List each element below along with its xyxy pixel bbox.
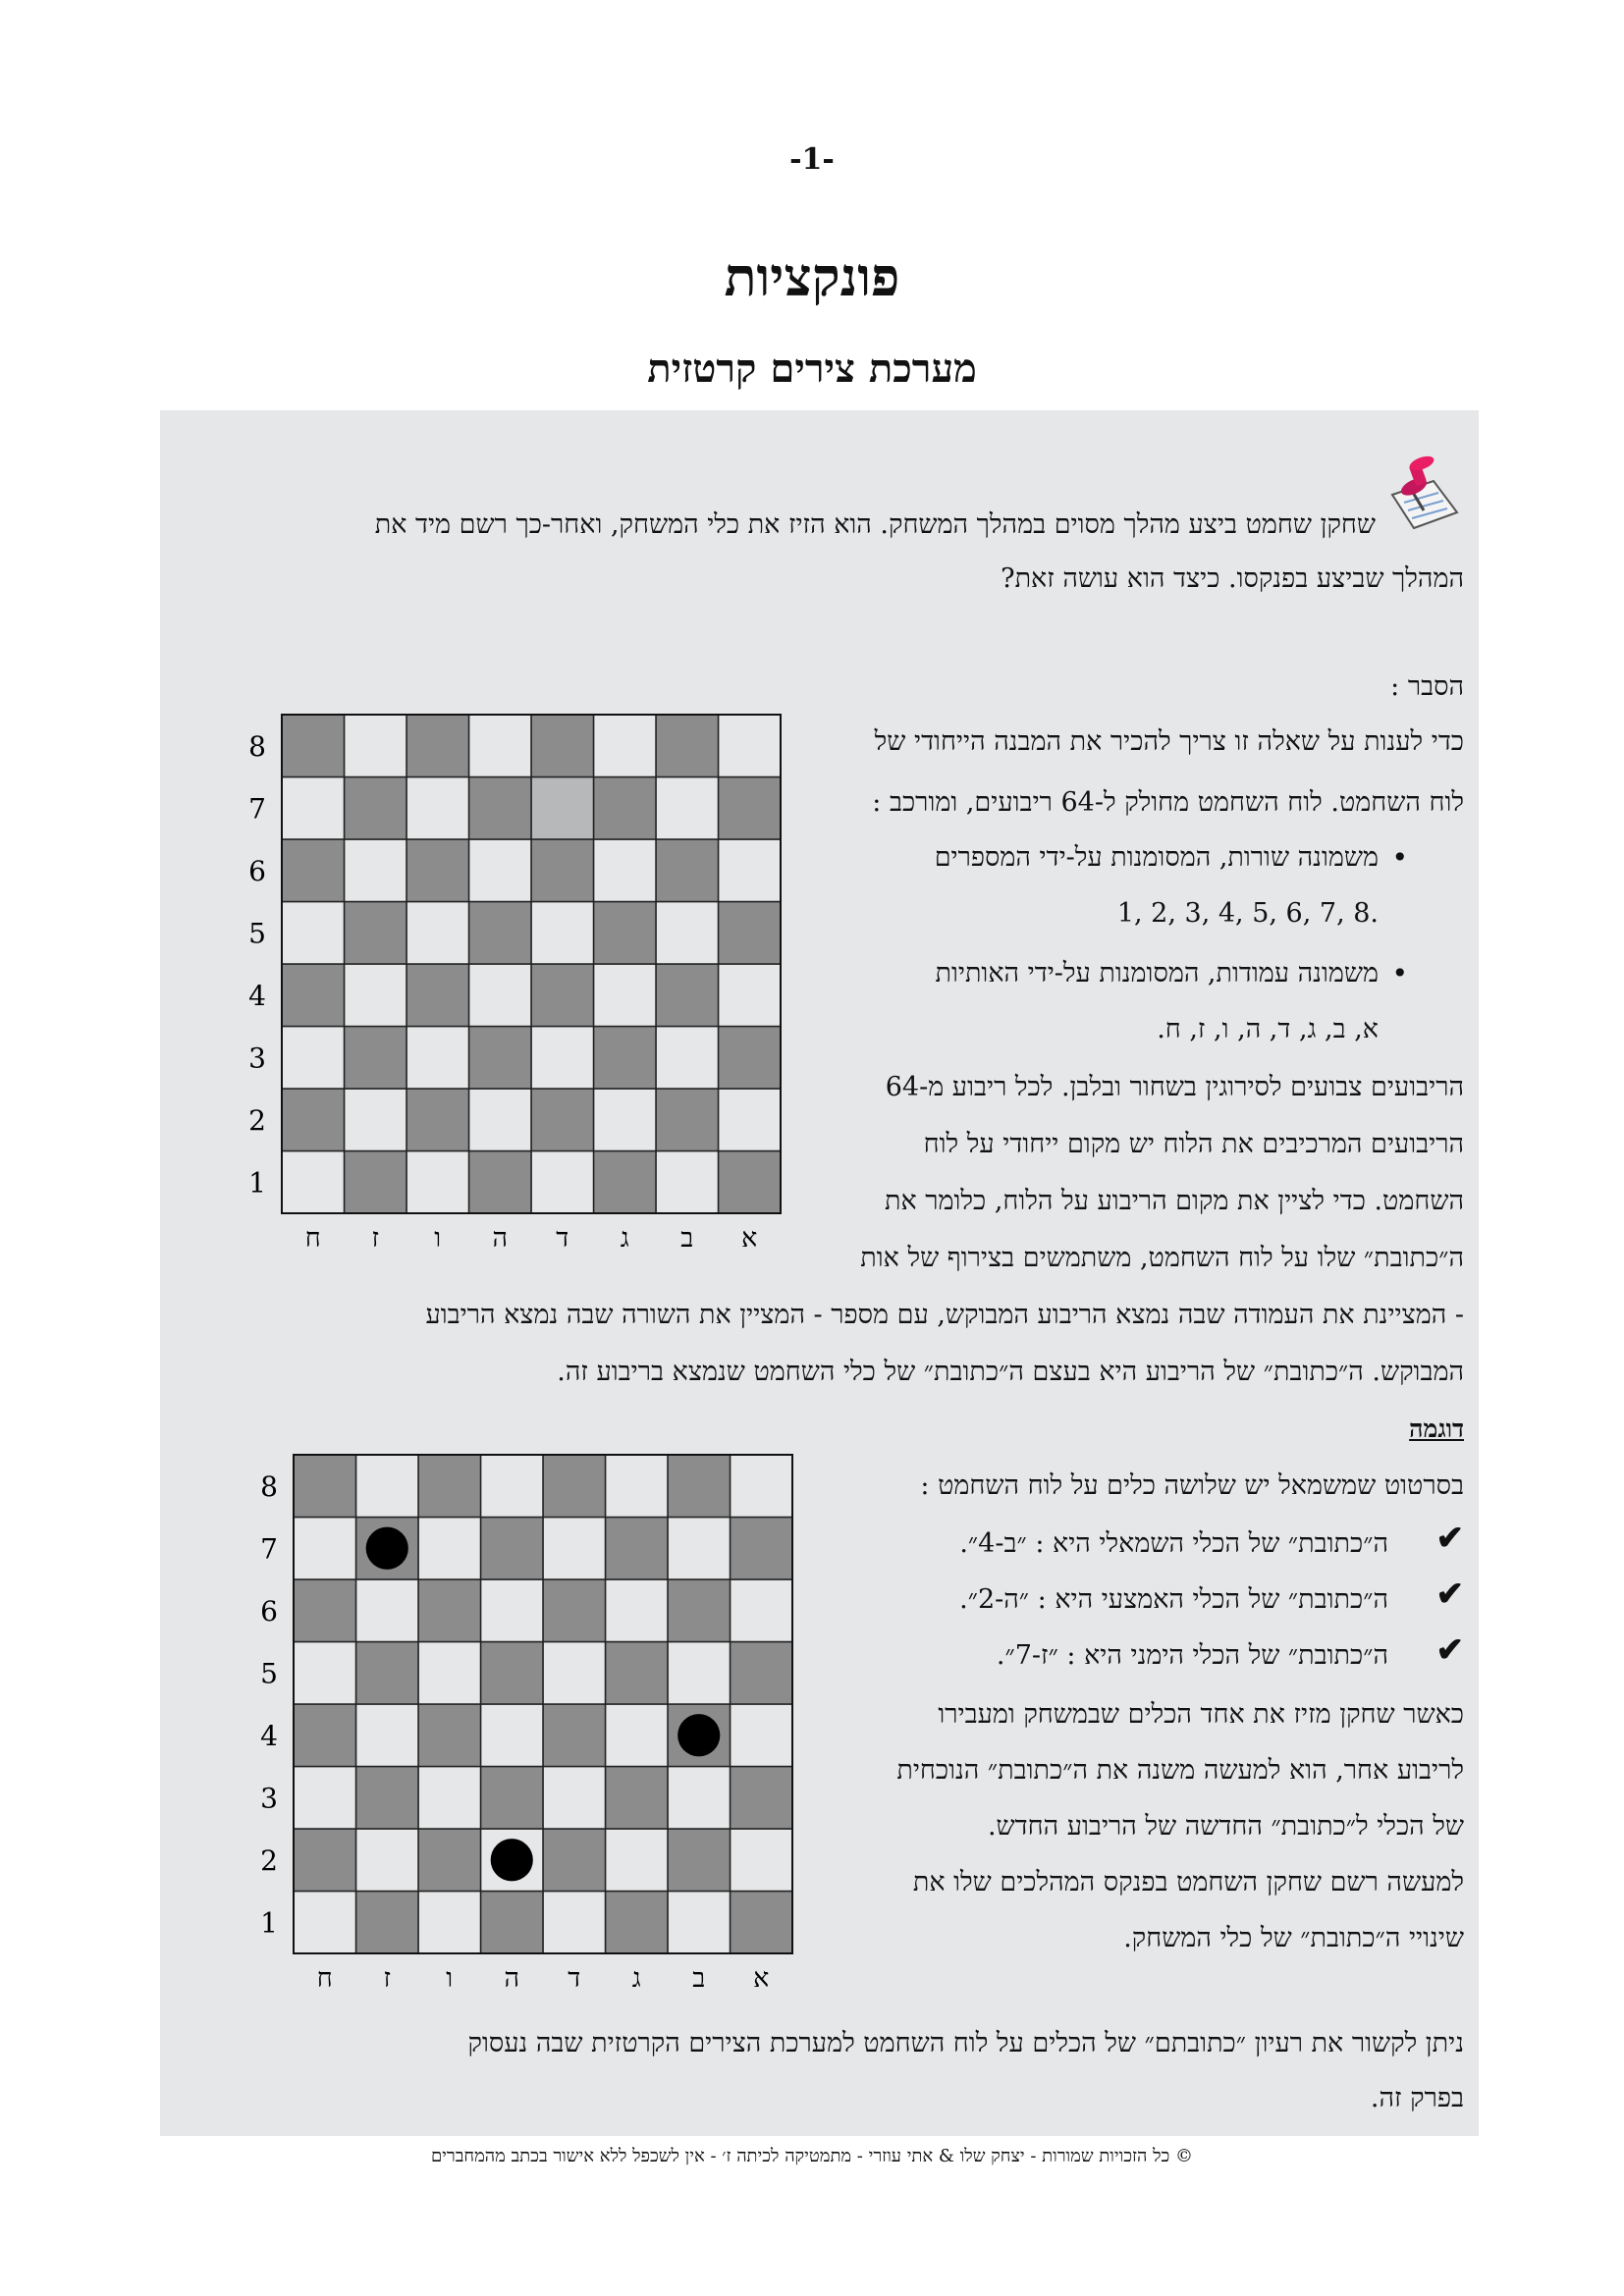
board-square-א-3 bbox=[719, 1027, 782, 1090]
bullet-1-line-1: משמונה שורות, המסומנות על-ידי המספרים bbox=[934, 842, 1379, 873]
board-square-ז-6 bbox=[356, 1579, 419, 1642]
board-square-ו-3 bbox=[406, 1027, 469, 1090]
board-square-ז-6 bbox=[345, 839, 407, 902]
row-label: 2 bbox=[248, 1103, 266, 1137]
board-square-ב-7 bbox=[668, 1518, 731, 1580]
board-square-ה-7 bbox=[481, 1518, 544, 1580]
board-square-א-8 bbox=[719, 715, 782, 777]
board-square-ד-8 bbox=[531, 715, 594, 777]
board-square-ו-4 bbox=[406, 964, 469, 1027]
board-square-ה-7 bbox=[469, 777, 532, 840]
board-square-ב-5 bbox=[668, 1642, 731, 1705]
board-square-ג-5 bbox=[606, 1642, 669, 1705]
page-title: פונקציות bbox=[724, 245, 900, 308]
column-label: ח bbox=[304, 1223, 321, 1254]
row-label: 4 bbox=[248, 979, 266, 1012]
board-square-ד-7 bbox=[543, 1518, 606, 1580]
board-square-ג-3 bbox=[594, 1027, 657, 1090]
board-square-ה-6 bbox=[481, 1579, 544, 1642]
chess-piece bbox=[677, 1714, 720, 1756]
board-square-ג-1 bbox=[606, 1892, 669, 1954]
chessboard-1 bbox=[233, 713, 785, 1264]
board-square-ה-8 bbox=[481, 1455, 544, 1518]
board-square-ה-2 bbox=[469, 1089, 532, 1151]
explanation-line-5: השחמט. כדי לציין את מקום הריבוע על הלוח, כלומר את bbox=[884, 1186, 1464, 1216]
row-label: 6 bbox=[248, 854, 266, 887]
board-square-ה-4 bbox=[469, 964, 532, 1027]
board-square-ז-7 bbox=[345, 777, 407, 840]
board-square-ב-3 bbox=[656, 1027, 719, 1090]
row-label: 2 bbox=[260, 1843, 278, 1877]
board-square-א-5 bbox=[731, 1642, 793, 1705]
board-square-ג-7 bbox=[594, 777, 657, 840]
example-line-1: בסרטוט שמשמאל יש שלושה כלים על לוח השחמט : bbox=[920, 1470, 1464, 1501]
chess-piece bbox=[366, 1527, 408, 1570]
board-square-ב-6 bbox=[656, 839, 719, 902]
check-icon: ✔ bbox=[1435, 1575, 1464, 1614]
board-square-ח-1 bbox=[294, 1892, 356, 1954]
column-label: ב bbox=[680, 1223, 694, 1254]
board-square-ח-3 bbox=[282, 1027, 345, 1090]
closing-line-1: ניתן לקשור את רעיון ״כתובתם״ של הכלים על לוח השחמט למערכת הצירים הקרטזית שבה נעסוק bbox=[467, 2028, 1464, 2058]
example-item-2: ה״כתובת״ של הכלי האמצעי היא : ״ה-2״. bbox=[959, 1584, 1388, 1615]
row-label: 5 bbox=[260, 1657, 278, 1690]
example-heading: דוגמה bbox=[1409, 1415, 1464, 1443]
board-square-א-3 bbox=[731, 1767, 793, 1830]
board-square-ב-2 bbox=[668, 1829, 731, 1892]
bullet-2-line-1: משמונה עמודות, המסומנות על-ידי האותיות bbox=[935, 958, 1379, 988]
board-square-ז-1 bbox=[356, 1892, 419, 1954]
row-label: 8 bbox=[260, 1469, 278, 1503]
board-square-ח-7 bbox=[282, 777, 345, 840]
board-square-ד-6 bbox=[531, 839, 594, 902]
board-square-ב-5 bbox=[656, 902, 719, 965]
example-line-5: למעשה רשם שחקן השחמט בפנקס המהלכים שלו את bbox=[912, 1867, 1464, 1897]
board-square-ז-2 bbox=[356, 1829, 419, 1892]
board-square-ה-1 bbox=[481, 1892, 544, 1954]
board-square-א-5 bbox=[719, 902, 782, 965]
board-square-ו-8 bbox=[418, 1455, 481, 1518]
column-label: ז bbox=[383, 1963, 392, 1994]
board-square-ז-5 bbox=[356, 1642, 419, 1705]
board-square-ד-2 bbox=[543, 1829, 606, 1892]
board-square-ג-2 bbox=[606, 1829, 669, 1892]
column-label: ד bbox=[556, 1223, 569, 1254]
column-label: ב bbox=[692, 1963, 706, 1994]
board-square-ד-1 bbox=[543, 1892, 606, 1954]
board-square-ב-8 bbox=[656, 715, 719, 777]
board-square-ד-5 bbox=[543, 1642, 606, 1705]
board-square-ג-4 bbox=[594, 964, 657, 1027]
board-square-ד-4 bbox=[543, 1704, 606, 1767]
row-label: 1 bbox=[260, 1906, 278, 1940]
board-square-ה-5 bbox=[469, 902, 532, 965]
board-square-ז-3 bbox=[356, 1767, 419, 1830]
bullet-2-line-2: א, ב, ג, ד, ה, ו, ז, ח. bbox=[1157, 1014, 1379, 1044]
board-square-ב-6 bbox=[668, 1579, 731, 1642]
explanation-line-8: המבוקש. ה״כתובת״ של הריבוע היא בעצם ה״כתובת״ של כלי השחמט שנמצא בריבוע זה. bbox=[557, 1357, 1464, 1387]
column-label: ז bbox=[371, 1223, 380, 1254]
board-square-ח-4 bbox=[294, 1704, 356, 1767]
example-line-3: לריבוע אחר, הוא למעשה משנה את ה״כתובת״ הנוכחית bbox=[896, 1755, 1464, 1786]
column-label: ח bbox=[316, 1963, 333, 1994]
example-item-3: ה״כתובת״ של הכלי הימני היא : ״ז-7״. bbox=[996, 1640, 1388, 1671]
board-square-ו-1 bbox=[418, 1892, 481, 1954]
board-square-א-4 bbox=[719, 964, 782, 1027]
board-square-ז-4 bbox=[356, 1704, 419, 1767]
board-square-ו-5 bbox=[406, 902, 469, 965]
board-square-ד-3 bbox=[531, 1027, 594, 1090]
column-label: ג bbox=[620, 1223, 629, 1254]
intro-line-2: המהלך שביצע בפנקסו. כיצד הוא עושה זאת? bbox=[1001, 563, 1464, 594]
board-square-ח-6 bbox=[282, 839, 345, 902]
board-square-ג-2 bbox=[594, 1089, 657, 1151]
board-square-ג-3 bbox=[606, 1767, 669, 1830]
row-label: 3 bbox=[260, 1782, 278, 1815]
chessboard-svg bbox=[233, 713, 785, 1260]
board-square-ה-8 bbox=[469, 715, 532, 777]
board-square-א-7 bbox=[719, 777, 782, 840]
row-label: 8 bbox=[248, 729, 266, 763]
board-square-ג-1 bbox=[594, 1151, 657, 1214]
board-square-ז-8 bbox=[356, 1455, 419, 1518]
board-square-ג-8 bbox=[594, 715, 657, 777]
board-square-ד-8 bbox=[543, 1455, 606, 1518]
board-square-ח-5 bbox=[282, 902, 345, 965]
board-square-א-1 bbox=[731, 1892, 793, 1954]
page-subtitle: מערכת צירים קרטזית bbox=[647, 346, 977, 392]
row-label: 5 bbox=[248, 917, 266, 950]
explanation-line-4: הריבועים המרכיבים את הלוח יש מקום ייחודי על לוח bbox=[923, 1129, 1464, 1159]
column-label: א bbox=[741, 1223, 758, 1254]
board-square-א-6 bbox=[719, 839, 782, 902]
board-square-ו-6 bbox=[418, 1579, 481, 1642]
board-square-ה-1 bbox=[469, 1151, 532, 1214]
board-square-ה-3 bbox=[469, 1027, 532, 1090]
board-square-ב-1 bbox=[668, 1892, 731, 1954]
board-square-ג-5 bbox=[594, 902, 657, 965]
board-square-ז-2 bbox=[345, 1089, 407, 1151]
explanation-line-6: ה״כתובת״ שלו על לוח השחמט, משתמשים בצירוף של אות bbox=[860, 1243, 1464, 1273]
row-label: 3 bbox=[248, 1041, 266, 1075]
row-label: 1 bbox=[248, 1166, 266, 1200]
board-square-ד-3 bbox=[543, 1767, 606, 1830]
board-square-ב-1 bbox=[656, 1151, 719, 1214]
chessboard-svg bbox=[244, 1453, 796, 2001]
column-label: א bbox=[753, 1963, 770, 1994]
board-square-ח-2 bbox=[294, 1829, 356, 1892]
board-square-ג-7 bbox=[606, 1518, 669, 1580]
column-label: ו bbox=[446, 1963, 454, 1994]
board-square-ג-8 bbox=[606, 1455, 669, 1518]
board-square-ד-4 bbox=[531, 964, 594, 1027]
chess-piece bbox=[491, 1839, 533, 1881]
board-square-ד-6 bbox=[543, 1579, 606, 1642]
board-square-ח-8 bbox=[294, 1455, 356, 1518]
board-square-ג-6 bbox=[606, 1579, 669, 1642]
board-square-א-1 bbox=[719, 1151, 782, 1214]
board-square-ז-5 bbox=[345, 902, 407, 965]
board-square-ג-6 bbox=[594, 839, 657, 902]
board-square-ה-3 bbox=[481, 1767, 544, 1830]
row-label: 7 bbox=[248, 792, 266, 826]
board-square-ו-8 bbox=[406, 715, 469, 777]
board-square-ו-1 bbox=[406, 1151, 469, 1214]
column-label: ד bbox=[568, 1963, 581, 1994]
board-square-ב-3 bbox=[668, 1767, 731, 1830]
board-square-א-2 bbox=[719, 1089, 782, 1151]
intro-line-1: שחקן שחמט ביצע מהלך מסוים במהלך המשחק. הוא הזיז את כלי המשחק, ואחר-כך רשם מיד את bbox=[374, 509, 1376, 540]
bullet-1-line-2: 1, 2, 3, 4, 5, 6, 7, 8. bbox=[1116, 898, 1379, 929]
row-label: 6 bbox=[260, 1594, 278, 1628]
board-square-ה-6 bbox=[469, 839, 532, 902]
board-square-ב-8 bbox=[668, 1455, 731, 1518]
closing-line-2: בפרק זה. bbox=[1370, 2083, 1464, 2113]
board-square-ו-3 bbox=[418, 1767, 481, 1830]
board-square-ו-6 bbox=[406, 839, 469, 902]
explanation-line-1: כדי לענות על שאלה זו צריך להכיר את המבנה הייחודי של bbox=[874, 726, 1464, 757]
board-square-ו-2 bbox=[418, 1829, 481, 1892]
check-icon: ✔ bbox=[1435, 1519, 1464, 1558]
explanation-line-2: לוח השחמט. לוח השחמט מחולק ל-64 ריבועים, ומורכב : bbox=[872, 787, 1464, 818]
explanation-line-3: הריבועים צבועים לסירוגין בשחור ובלבן. לכל ריבוע מ-64 bbox=[885, 1072, 1464, 1102]
board-square-ח-3 bbox=[294, 1767, 356, 1830]
board-square-א-2 bbox=[731, 1829, 793, 1892]
example-line-6: שינויי ה״כתובת״ של כלי המשחק. bbox=[1123, 1923, 1464, 1953]
bullet-icon: • bbox=[1391, 957, 1408, 989]
column-label: ה bbox=[492, 1223, 509, 1254]
board-square-ד-5 bbox=[531, 902, 594, 965]
board-square-א-6 bbox=[731, 1579, 793, 1642]
explanation-heading: הסבר : bbox=[1390, 671, 1464, 702]
row-label: 7 bbox=[260, 1532, 278, 1566]
board-square-ח-6 bbox=[294, 1579, 356, 1642]
board-square-ח-5 bbox=[294, 1642, 356, 1705]
board-square-א-4 bbox=[731, 1704, 793, 1767]
board-square-ב-2 bbox=[656, 1089, 719, 1151]
explanation-line-7: - המציינת את העמודה שבה נמצא הריבוע המבוקש, עם מספר - המציין את השורה שבה נמצא הריבוע bbox=[425, 1300, 1464, 1330]
pushpin-note-icon bbox=[1384, 452, 1465, 532]
footer-copyright: © כל הזכויות שמורות - יצחק שלו & אתי עוזרי - מתמטיקה לכיתה ז׳ - אין לשכפל ללא אישור בכתב מהמחברים bbox=[430, 2146, 1194, 2166]
board-square-ב-7 bbox=[656, 777, 719, 840]
board-square-ז-3 bbox=[345, 1027, 407, 1090]
board-square-ח-7 bbox=[294, 1518, 356, 1580]
board-square-ה-5 bbox=[481, 1642, 544, 1705]
board-square-ז-1 bbox=[345, 1151, 407, 1214]
example-item-1: ה״כתובת״ של הכלי השמאלי היא : ״ב-4״. bbox=[959, 1528, 1388, 1559]
board-square-ח-1 bbox=[282, 1151, 345, 1214]
board-square-ז-4 bbox=[345, 964, 407, 1027]
bullet-icon: • bbox=[1391, 841, 1408, 874]
board-square-ד-1 bbox=[531, 1151, 594, 1214]
board-square-ח-8 bbox=[282, 715, 345, 777]
column-label: ג bbox=[631, 1963, 641, 1994]
board-square-ו-2 bbox=[406, 1089, 469, 1151]
example-line-2: כאשר שחקן מזיז את אחד הכלים שבמשחק ומעבירו bbox=[938, 1699, 1464, 1730]
board-square-ו-4 bbox=[418, 1704, 481, 1767]
board-square-ב-4 bbox=[656, 964, 719, 1027]
board-square-ו-5 bbox=[418, 1642, 481, 1705]
board-square-ו-7 bbox=[418, 1518, 481, 1580]
board-square-א-7 bbox=[731, 1518, 793, 1580]
check-icon: ✔ bbox=[1435, 1630, 1464, 1670]
row-label: 4 bbox=[260, 1719, 278, 1752]
board-square-ו-7 bbox=[406, 777, 469, 840]
board-square-ד-7 bbox=[531, 777, 594, 840]
chessboard-2 bbox=[244, 1453, 796, 2004]
board-square-ד-2 bbox=[531, 1089, 594, 1151]
column-label: ה bbox=[504, 1963, 520, 1994]
board-square-א-8 bbox=[731, 1455, 793, 1518]
board-square-ה-4 bbox=[481, 1704, 544, 1767]
board-square-ג-4 bbox=[606, 1704, 669, 1767]
board-square-ח-4 bbox=[282, 964, 345, 1027]
column-label: ו bbox=[434, 1223, 442, 1254]
board-square-ז-8 bbox=[345, 715, 407, 777]
page-number: -1- bbox=[789, 142, 835, 177]
board-square-ח-2 bbox=[282, 1089, 345, 1151]
example-line-4: של הכלי ל״כתובת״ החדשה של הריבוע החדש. bbox=[987, 1811, 1464, 1842]
